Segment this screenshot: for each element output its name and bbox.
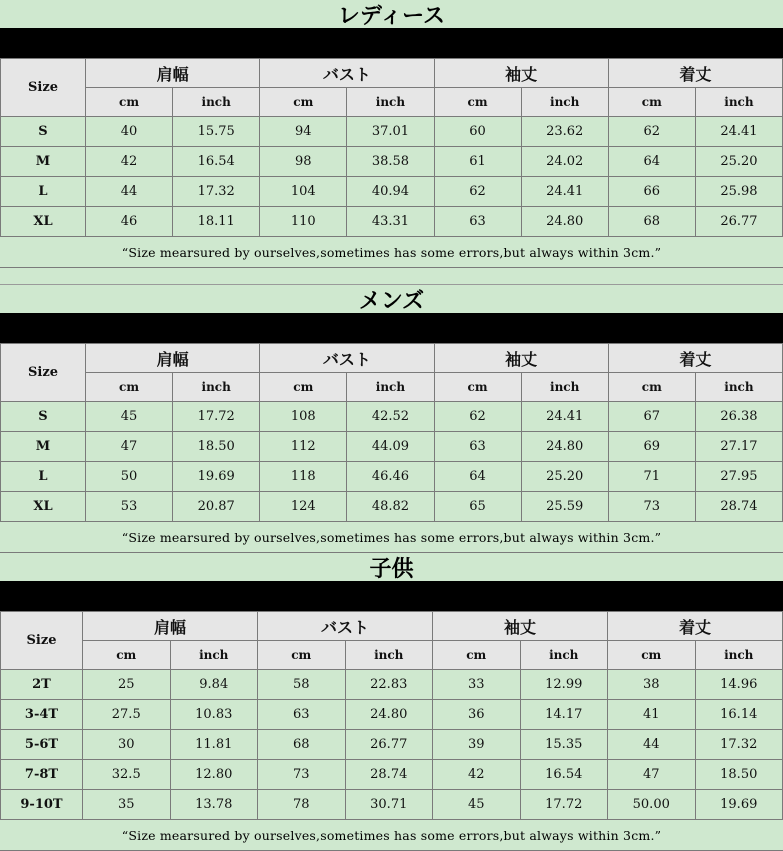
unit-header: cm <box>260 373 347 402</box>
measurement-cell: 27.5 <box>83 700 171 730</box>
measurement-cell: 25.98 <box>695 177 782 207</box>
measurement-cell: 16.54 <box>520 760 608 790</box>
measurement-cell: 23.62 <box>521 117 608 147</box>
measurement-cell: 13.78 <box>170 790 258 820</box>
measurement-cell: 20.87 <box>173 492 260 522</box>
measurement-cell: 78 <box>258 790 346 820</box>
size-table <box>0 58 783 237</box>
measurement-cell: 50 <box>86 462 173 492</box>
measurement-cell: 38 <box>608 670 696 700</box>
bust-header: バスト <box>260 59 434 88</box>
measurement-cell: 46 <box>86 207 173 237</box>
section-title: メンズ <box>0 285 783 313</box>
measurement-cell: 22.83 <box>345 670 433 700</box>
measurement-cell: 36 <box>433 700 521 730</box>
measurement-cell: 68 <box>258 730 346 760</box>
measurement-cell: 24.80 <box>521 432 608 462</box>
measurement-cell: 16.54 <box>173 147 260 177</box>
measurement-cell: 25 <box>83 670 171 700</box>
measurement-cell: 73 <box>258 760 346 790</box>
size-cell: S <box>1 402 86 432</box>
size-cell: 2T <box>1 670 83 700</box>
unit-header: inch <box>170 641 258 670</box>
measurement-cell: 18.50 <box>173 432 260 462</box>
size-cell: 7-8T <box>1 760 83 790</box>
measurement-cell: 17.32 <box>173 177 260 207</box>
black-bar <box>0 581 783 611</box>
measurement-cell: 18.50 <box>695 760 783 790</box>
measurement-cell: 30 <box>83 730 171 760</box>
measurement-cell: 37.01 <box>347 117 434 147</box>
section-ladies <box>0 0 783 285</box>
table-row <box>1 462 783 492</box>
measurement-cell: 112 <box>260 432 347 462</box>
measurement-cell: 110 <box>260 207 347 237</box>
measurement-cell: 68 <box>608 207 695 237</box>
measurement-cell: 17.32 <box>695 730 783 760</box>
size-cell: 5-6T <box>1 730 83 760</box>
size-cell: 9-10T <box>1 790 83 820</box>
measurement-cell: 62 <box>434 402 521 432</box>
measurement-cell: 33 <box>433 670 521 700</box>
measurement-cell: 62 <box>608 117 695 147</box>
sleeve-header: 袖丈 <box>434 59 608 88</box>
black-bar <box>0 28 783 58</box>
measurement-cell: 42 <box>433 760 521 790</box>
size-cell: XL <box>1 207 86 237</box>
unit-header: cm <box>260 88 347 117</box>
measurement-cell: 10.83 <box>170 700 258 730</box>
table-row <box>1 700 783 730</box>
measurement-cell: 69 <box>608 432 695 462</box>
measurement-cell: 118 <box>260 462 347 492</box>
table-row <box>1 730 783 760</box>
table-row <box>1 147 783 177</box>
measurement-cell: 24.41 <box>521 402 608 432</box>
unit-header: cm <box>86 88 173 117</box>
length-header: 着丈 <box>608 59 782 88</box>
size-cell: M <box>1 432 86 462</box>
sleeve-header: 袖丈 <box>434 344 608 373</box>
measurement-cell: 24.80 <box>521 207 608 237</box>
section-mens <box>0 285 783 553</box>
section-title: レディース <box>0 0 783 28</box>
length-header: 着丈 <box>608 344 782 373</box>
size-header: Size <box>1 59 86 117</box>
measurement-cell: 32.5 <box>83 760 171 790</box>
unit-header: cm <box>434 88 521 117</box>
measurement-cell: 47 <box>608 760 696 790</box>
measurement-cell: 94 <box>260 117 347 147</box>
measurement-cell: 47 <box>86 432 173 462</box>
measurement-cell: 67 <box>608 402 695 432</box>
unit-header: inch <box>695 373 782 402</box>
measurement-cell: 26.77 <box>345 730 433 760</box>
measurement-cell: 43.31 <box>347 207 434 237</box>
measurement-cell: 25.59 <box>521 492 608 522</box>
measurement-cell: 45 <box>433 790 521 820</box>
measurement-cell: 64 <box>434 462 521 492</box>
measurement-cell: 17.72 <box>173 402 260 432</box>
measurement-cell: 26.77 <box>695 207 782 237</box>
sleeve-header: 袖丈 <box>433 612 608 641</box>
bust-header: バスト <box>260 344 434 373</box>
length-header: 着丈 <box>608 612 783 641</box>
measurement-cell: 46.46 <box>347 462 434 492</box>
measurement-cell: 15.75 <box>173 117 260 147</box>
unit-header: inch <box>521 373 608 402</box>
divider <box>0 268 783 285</box>
table-row <box>1 432 783 462</box>
measurement-cell: 15.35 <box>520 730 608 760</box>
table-body <box>1 117 783 237</box>
measurement-cell: 104 <box>260 177 347 207</box>
measurement-cell: 58 <box>258 670 346 700</box>
measurement-cell: 38.58 <box>347 147 434 177</box>
measurement-cell: 35 <box>83 790 171 820</box>
table-row <box>1 790 783 820</box>
measurement-cell: 63 <box>258 700 346 730</box>
measurement-cell: 28.74 <box>345 760 433 790</box>
unit-header: cm <box>608 88 695 117</box>
measurement-cell: 14.96 <box>695 670 783 700</box>
shoulder-header: 肩幅 <box>83 612 258 641</box>
measurement-cell: 12.99 <box>520 670 608 700</box>
measurement-cell: 19.69 <box>173 462 260 492</box>
size-table <box>0 343 783 522</box>
measurement-cell: 39 <box>433 730 521 760</box>
measurement-cell: 124 <box>260 492 347 522</box>
measurement-cell: 24.02 <box>521 147 608 177</box>
table-row <box>1 492 783 522</box>
table-body <box>1 402 783 522</box>
measurement-cell: 25.20 <box>521 462 608 492</box>
measurement-cell: 26.38 <box>695 402 782 432</box>
measurement-cell: 98 <box>260 147 347 177</box>
measurement-cell: 44 <box>86 177 173 207</box>
unit-header: inch <box>173 373 260 402</box>
measurement-cell: 40 <box>86 117 173 147</box>
black-bar <box>0 313 783 343</box>
measurement-cell: 9.84 <box>170 670 258 700</box>
size-cell: L <box>1 177 86 207</box>
measurement-cell: 50.00 <box>608 790 696 820</box>
table-row <box>1 402 783 432</box>
measurement-cell: 18.11 <box>173 207 260 237</box>
size-cell: M <box>1 147 86 177</box>
table-row <box>1 207 783 237</box>
measurement-cell: 42 <box>86 147 173 177</box>
measurement-cell: 27.95 <box>695 462 782 492</box>
unit-header: inch <box>347 373 434 402</box>
size-cell: XL <box>1 492 86 522</box>
unit-header: inch <box>347 88 434 117</box>
measurement-cell: 14.17 <box>520 700 608 730</box>
measurement-cell: 12.80 <box>170 760 258 790</box>
bust-header: バスト <box>258 612 433 641</box>
unit-header: inch <box>345 641 433 670</box>
section-title: 子供 <box>0 553 783 581</box>
size-cell: 3-4T <box>1 700 83 730</box>
unit-header: cm <box>434 373 521 402</box>
size-header: Size <box>1 612 83 670</box>
measurement-cell: 44 <box>608 730 696 760</box>
measurement-cell: 24.80 <box>345 700 433 730</box>
unit-header: inch <box>695 641 783 670</box>
measurement-cell: 71 <box>608 462 695 492</box>
measurement-cell: 48.82 <box>347 492 434 522</box>
measurement-cell: 25.20 <box>695 147 782 177</box>
measurement-cell: 64 <box>608 147 695 177</box>
measurement-cell: 24.41 <box>521 177 608 207</box>
table-row <box>1 670 783 700</box>
measurement-cell: 44.09 <box>347 432 434 462</box>
measurement-cell: 41 <box>608 700 696 730</box>
measurement-cell: 42.52 <box>347 402 434 432</box>
measurement-cell: 30.71 <box>345 790 433 820</box>
unit-header: inch <box>521 88 608 117</box>
shoulder-header: 肩幅 <box>86 344 260 373</box>
table-row <box>1 177 783 207</box>
unit-header: inch <box>173 88 260 117</box>
measurement-note: “Size mearsured by ourselves,sometimes has some errors,but always within 3cm.” <box>0 820 783 851</box>
measurement-cell: 11.81 <box>170 730 258 760</box>
size-table <box>0 611 783 820</box>
unit-header: cm <box>433 641 521 670</box>
measurement-note: “Size mearsured by ourselves,sometimes has some errors,but always within 3cm.” <box>0 522 783 553</box>
measurement-cell: 61 <box>434 147 521 177</box>
measurement-cell: 28.74 <box>695 492 782 522</box>
shoulder-header: 肩幅 <box>86 59 260 88</box>
measurement-cell: 65 <box>434 492 521 522</box>
measurement-cell: 60 <box>434 117 521 147</box>
size-header: Size <box>1 344 86 402</box>
measurement-cell: 108 <box>260 402 347 432</box>
measurement-cell: 16.14 <box>695 700 783 730</box>
measurement-cell: 62 <box>434 177 521 207</box>
unit-header: cm <box>86 373 173 402</box>
measurement-cell: 63 <box>434 432 521 462</box>
unit-header: cm <box>608 641 696 670</box>
size-cell: S <box>1 117 86 147</box>
unit-header: cm <box>83 641 171 670</box>
measurement-cell: 66 <box>608 177 695 207</box>
measurement-cell: 73 <box>608 492 695 522</box>
unit-header: inch <box>695 88 782 117</box>
measurement-cell: 27.17 <box>695 432 782 462</box>
table-row <box>1 760 783 790</box>
measurement-cell: 24.41 <box>695 117 782 147</box>
measurement-cell: 63 <box>434 207 521 237</box>
measurement-cell: 40.94 <box>347 177 434 207</box>
table-row <box>1 117 783 147</box>
measurement-cell: 17.72 <box>520 790 608 820</box>
measurement-note: “Size mearsured by ourselves,sometimes has some errors,but always within 3cm.” <box>0 237 783 268</box>
table-body <box>1 670 783 820</box>
unit-header: cm <box>258 641 346 670</box>
section-kids <box>0 553 783 851</box>
measurement-cell: 19.69 <box>695 790 783 820</box>
unit-header: cm <box>608 373 695 402</box>
measurement-cell: 45 <box>86 402 173 432</box>
size-cell: L <box>1 462 86 492</box>
measurement-cell: 53 <box>86 492 173 522</box>
unit-header: inch <box>520 641 608 670</box>
